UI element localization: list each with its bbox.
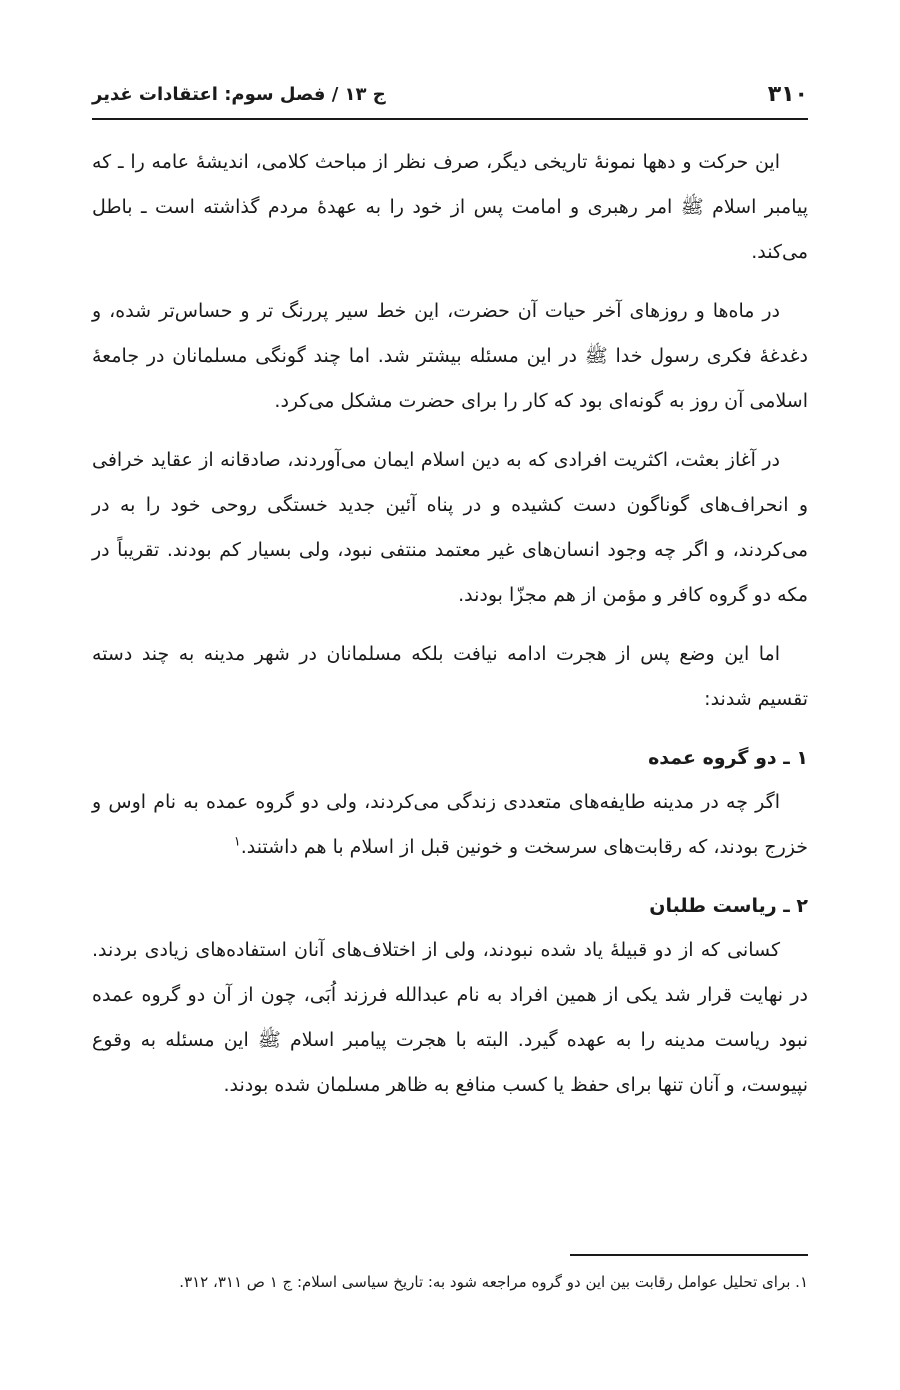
paragraph-4: اما این وضع پس از هجرت ادامه نیافت بلکه مسلمانان در شهر مدینه به چند دسته تقسیم شدند: (92, 643, 808, 710)
paragraph-3: در آغاز بعثت، اکثریت افرادی که به دین اسلام ایمان می‌آوردند، صادقانه از عقاید خرافی و انحراف‌های گوناگون دست کشیده و در پناه آئین جدید خستگی روحی خود را به در می‌کردند، و اگر چه وجود انسان‌های غیر معتمد منتفی نبود، ولی بسیار کم بودند. تقریباً در مکه دو گروه کافر و مؤمن از هم مجزّا بودند. (92, 449, 808, 606)
running-title: ج ۱۳ / فصل سوم: اعتقادات غدیر (92, 83, 386, 105)
paragraph-2: در ماه‌ها و روزهای آخر حیات آن حضرت، این خط سیر پررنگ تر و حساس‌تر شده، و دغدغهٔ فکری رسول خدا ﷺ در این مسئله بیشتر شد. اما چند گونگی مسلمانان در جامعهٔ اسلامی آن روز به گونه‌ای بود که کار را برای حضرت مشکل می‌کرد. (92, 300, 808, 412)
footnote-rule (570, 1254, 808, 1256)
section-1-paragraph (92, 780, 808, 870)
section-1-text: اگر چه در مدینه طایفه‌های متعددی زندگی می‌کردند، ولی دو گروه عمده به نام اوس و خزرج بودند، که رقابت‌های سرسخت و خونین قبل از اسلام با هم داشتند. (92, 791, 808, 858)
header-rule (92, 118, 808, 120)
section-1-heading: ۱ ـ دو گروه عمده (648, 747, 808, 769)
footnote-marker: ۱ (233, 834, 241, 850)
paragraph-1: این حرکت و دهها نمونهٔ تاریخی دیگر، صرف نظر از مباحث کلامی، اندیشهٔ عامه را ـ که پیامبر اسلام ﷺ امر رهبری و امامت پس از خود را به عهدهٔ مردم گذاشته است ـ باطل می‌کند. (92, 151, 808, 263)
page-body (92, 140, 808, 1122)
page-number: ۳۱۰ (767, 81, 808, 107)
section-2-heading: ۲ ـ ریاست طلبان (649, 895, 808, 917)
page-header (92, 74, 808, 114)
footnote: ۱. برای تحلیل عوامل رقابت بین این دو گروه مراجعه شود به: تاریخ سیاسی اسلام: ج ۱ ص ۳۱۱، ۳۱۲. (179, 1273, 808, 1291)
section-2-paragraph: کسانی که از دو قبیلهٔ یاد شده نبودند، ولی از اختلاف‌های آنان استفاده‌های زیادی بردند. در نهایت قرار شد یکی از همین افراد به نام عبدالله فرزند اُبَی، چون از آن دو گروه عمده نبود ریاست مدینه را به عهده گیرد. البته با هجرت پیامبر اسلام ﷺ این مسئله به وقوع نپیوست، و آنان تنها برای حفظ یا کسب منافع به ظاهر مسلمان شده بودند. (92, 939, 808, 1096)
